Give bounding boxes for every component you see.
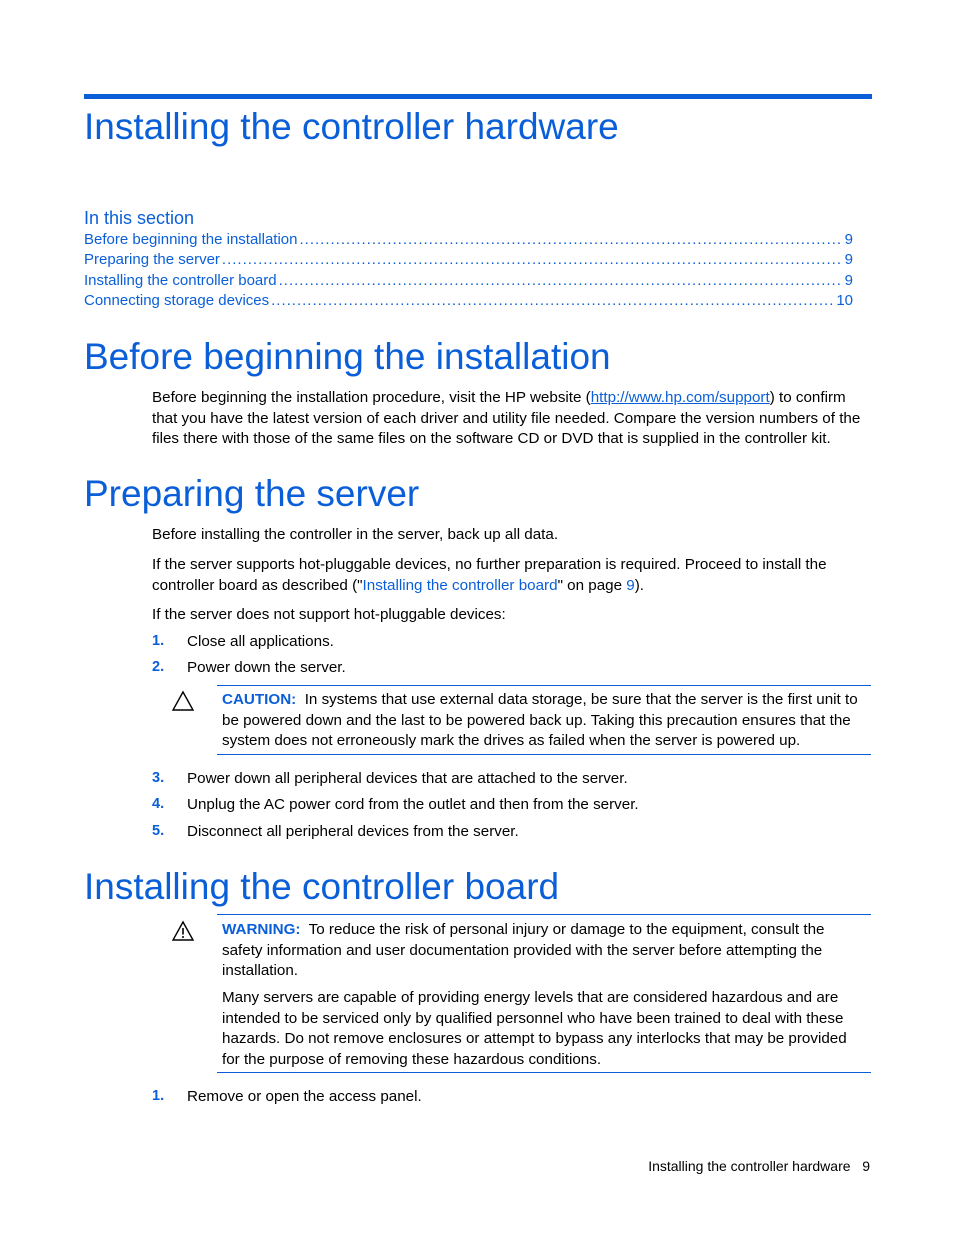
toc-entry-preparing[interactable] xyxy=(84,251,853,271)
toc-entry-page: 9 xyxy=(844,231,853,248)
caution-label: CAUTION: xyxy=(222,691,297,708)
toc-leader xyxy=(279,272,843,289)
toc-entry-page: 9 xyxy=(844,272,853,289)
toc-heading: In this section xyxy=(84,208,195,228)
toc-entry-label: Before beginning the installation xyxy=(84,231,298,248)
title-rule xyxy=(84,94,872,99)
section-heading-installing: Installing the controller board xyxy=(84,866,560,907)
toc-entry-page: 9 xyxy=(844,251,853,268)
toc-leader xyxy=(300,231,843,248)
caution-bottom-rule xyxy=(217,754,871,755)
installing-board-link[interactable]: Installing the controller board xyxy=(362,576,558,594)
toc-entry-page: 10 xyxy=(836,292,853,309)
toc-leader xyxy=(271,292,834,309)
warning-notice-paragraph-2: Many servers are capable of providing energy levels that are considered hazardous and are intended to be serviced only by qualified personnel who have been trained to deal with these hazards. Do not remove enclosures or attempt to bypass any interlocks that may be provided for the purpose of removing these hazardous conditions. xyxy=(222,989,847,1068)
toc-entry-connecting[interactable] xyxy=(84,292,853,312)
step-text: Power down the server. xyxy=(187,659,346,676)
toc-leader xyxy=(222,251,843,268)
toc-entry-label: Connecting storage devices xyxy=(84,292,270,309)
footer-page-number: 9 xyxy=(862,1158,870,1174)
caution-icon xyxy=(171,690,195,712)
warning-top-rule xyxy=(217,914,871,915)
toc-entry-label: Installing the controller board xyxy=(84,272,277,289)
page-footer xyxy=(648,1158,870,1174)
preparing-paragraph-1: Before installing the controller in the server, back up all data. xyxy=(152,526,559,543)
step-number: 3. xyxy=(152,770,165,786)
before-paragraph: Before beginning the installation procedure, visit the HP website (http://www.hp.com/support) to confirm that you have the latest version of each driver and utility file needed. Compare the version numbers of the files there with those of the same files on the software CD or DVD that is supplied in the controller kit. xyxy=(152,389,861,447)
warning-icon xyxy=(171,920,195,942)
caution-top-rule xyxy=(217,685,871,686)
step-number: 1. xyxy=(152,1088,165,1104)
footer-chapter: Installing the controller hardware xyxy=(648,1158,851,1174)
step-text: Disconnect all peripheral devices from the server. xyxy=(187,823,519,840)
section-heading-preparing: Preparing the server xyxy=(84,473,420,514)
toc-entry-before[interactable] xyxy=(84,231,853,251)
page-link[interactable]: 9 xyxy=(626,576,635,594)
preparing-paragraph-3: If the server does not support hot-pluggable devices: xyxy=(152,606,506,623)
toc-entry-installing[interactable] xyxy=(84,272,853,292)
section-heading-before: Before beginning the installation xyxy=(84,336,611,377)
step-text: Power down all peripheral devices that are attached to the server. xyxy=(187,770,628,787)
warning-notice: WARNING: To reduce the risk of personal injury or damage to the equipment, consult the safety information and user documentation provided with the server before attempting the installation. xyxy=(222,921,825,979)
step-text: Close all applications. xyxy=(187,633,334,650)
warning-label: WARNING: xyxy=(222,921,301,938)
step-number: 4. xyxy=(152,796,165,812)
caution-notice: CAUTION: In systems that use external data storage, be sure that the server is the first unit to be powered down and the last to be powered back up. Taking this precaution ensures that the system does not erroneously mark the drives as failed when the server is powered up. xyxy=(222,691,858,749)
toc-entry-label: Preparing the server xyxy=(84,251,220,268)
step-number: 5. xyxy=(152,823,165,839)
preparing-paragraph-2: If the server supports hot-pluggable devices, no further preparation is required. Proceed to install the controller board as described ("Installing the controller board" on page 9). xyxy=(152,556,827,594)
step-text: Unplug the AC power cord from the outlet and then from the server. xyxy=(187,796,639,813)
step-number: 1. xyxy=(152,633,165,649)
warning-bottom-rule xyxy=(217,1072,871,1073)
step-text: Remove or open the access panel. xyxy=(187,1088,422,1105)
hp-support-link[interactable]: http://www.hp.com/support xyxy=(590,389,770,406)
step-number: 2. xyxy=(152,659,165,675)
page-title: Installing the controller hardware xyxy=(84,106,619,147)
